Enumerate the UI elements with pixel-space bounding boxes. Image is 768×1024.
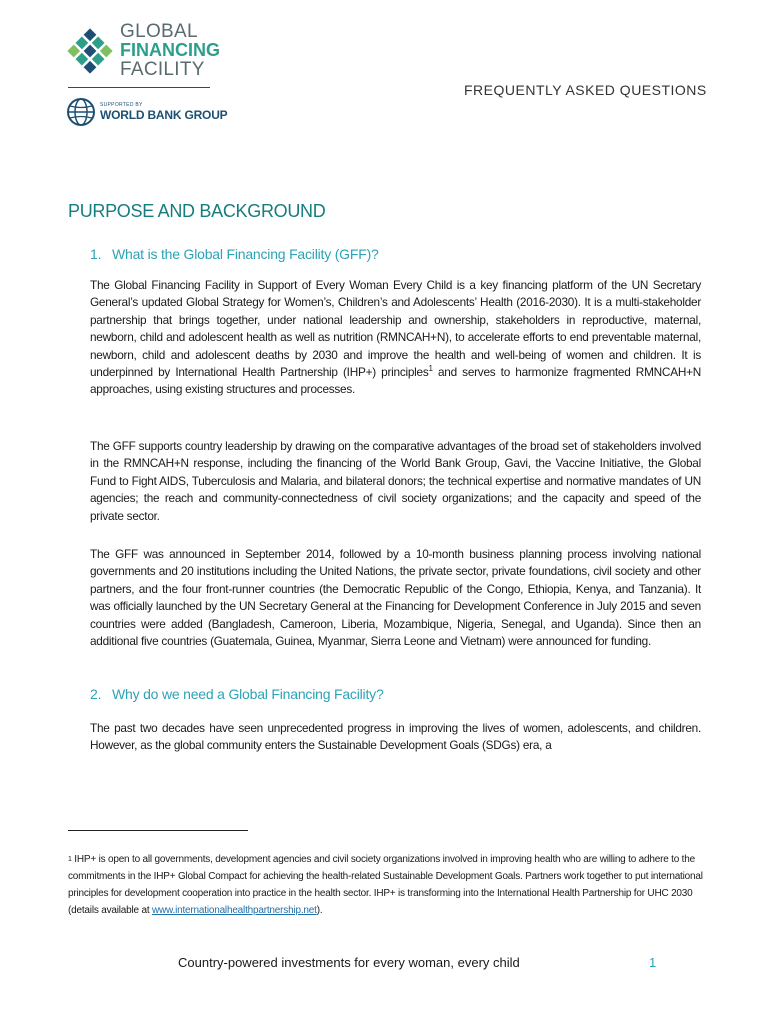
gff-logo [66, 22, 236, 79]
paragraph-3: The GFF was announced in September 2014, followed by a 10-month business planning process involving national governments and 20 institutions including the United Nations, the private sector, private foundations, civil society and other partners, and the four front-runner countries (the Democratic Republic of the Congo, Ethiopia, Kenya, and Tanzania). It was officially launched by the UN Secretary General at the Financing for Development Conference in July 2015 and seven countries were added (Bangladesh, Cameroon, Liberia, Mozambique, Nigeria, Senegal, and Uganda). Since then an additional five countries (Guatemala, Guinea, Myanmar, Sierra Leone and Vietnam) were announced for funding. [90, 547, 701, 649]
question-2-number: 2. [90, 686, 102, 702]
footnote-reference: 1 [428, 364, 433, 374]
gff-word-financing: FINANCING [120, 40, 220, 60]
footnote [68, 851, 708, 919]
logo-block [66, 22, 236, 127]
question-1-text: What is the Global Financing Facility (GFF)? [112, 246, 379, 262]
question-1 [90, 246, 379, 262]
paragraph-2: The GFF supports country leadership by drawing on the comparative advantages of the broad set of stakeholders involved in the RMNCAH+N response, including the financing of the World Bank Group, Gavi, the Vaccine Initiative, the Global Fund to Fight AIDS, Tuberculosis and Malaria, and bilateral donors; the technical expertise and normative mandates of UN agencies; the reach and community-connectedness of civil society organizations; and the capacity and speed of the private sector. [90, 439, 701, 523]
paragraph-4: The past two decades have seen unprecedented progress in improving the lives of women, adolescents, and children. However, as the global community enters the Sustainable Development Goals (SDGs) era, a [90, 721, 701, 753]
footnote-divider [68, 830, 248, 831]
paragraph-1 [90, 277, 701, 399]
globe-icon [66, 97, 96, 127]
question-1-number: 1. [90, 246, 102, 262]
question-2 [90, 686, 384, 702]
logo-divider [68, 87, 210, 88]
supported-by-label: SUPPORTED BY [100, 102, 143, 108]
footnote-link[interactable]: www.internationalhealthpartnership.net [151, 905, 317, 916]
paragraph-1-part-a: The Global Financing Facility in Support of Every Woman Every Child is a key financing platform of the UN Secretary General’s updated Global Strategy for Women’s, Children’s and Adolescents’ Health (2016-2030). It is a multi-stakeholder partnership that brings together, under national leadership and ownership, stakeholders in reproductive, maternal, newborn, child and adolescent health as well as nutrition (RMNCAH+N), to accelerate efforts to end preventable maternal, newborn, child and adolescent deaths by 2030 and improve the health and well-being of women and children. It is underpinned by International Health Partnership (IHP+) principles [90, 278, 701, 380]
world-bank-group-label: WORLD BANK GROUP [100, 108, 228, 122]
section-title: PURPOSE AND BACKGROUND [68, 201, 326, 221]
footnote-end: ). [316, 905, 323, 916]
question-2-text: Why do we need a Global Financing Facility? [112, 686, 384, 702]
document-header: FREQUENTLY ASKED QUESTIONS [464, 82, 707, 98]
page-number: 1 [649, 955, 657, 970]
gff-mark-icon [66, 27, 114, 75]
gff-word-global: GLOBAL [120, 21, 198, 42]
footnote-mark: 1 [68, 856, 72, 863]
footnote-text: IHP+ is open to all governments, development agencies and civil society organizations involved in improving health who are willing to adhere to the commitments in the IHP+ Global Compact for achieving the health-related Sustainable Development Goals. Partners work together to put international principles for development cooperation into practice in the health sector. IHP+ is transforming into the International Health Partnership for UHC 2030 (details available at [68, 854, 703, 916]
footer-tagline: Country-powered investments for every woman, every child [178, 955, 520, 970]
paragraph-1-part-b: and serves to harmonize fragmented RMNCAH+N approaches, using existing structures and processes. [90, 365, 701, 397]
wbg-logo [66, 97, 236, 127]
gff-word-facility: FACILITY [120, 59, 205, 80]
